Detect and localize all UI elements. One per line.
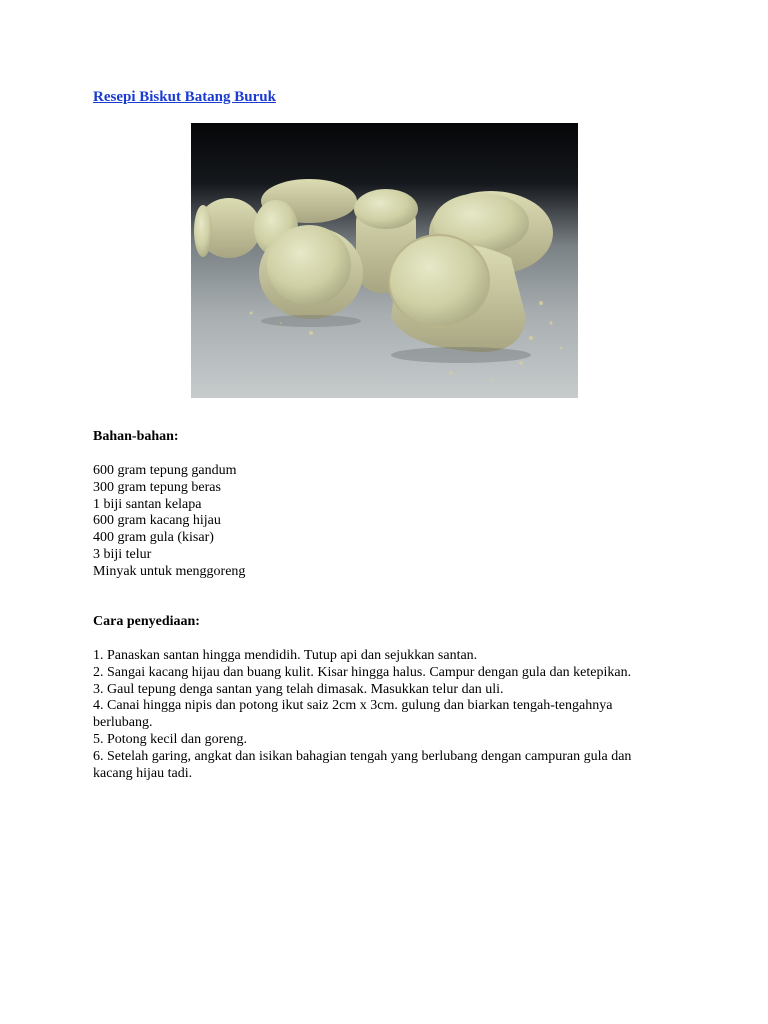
method-step: 2. Sangai kacang hijau dan buang kulit. Kisar hingga halus. Campur dengan gula dan ketepikan.	[93, 664, 632, 680]
method-step: 1. Panaskan santan hingga mendidih. Tutup api dan sejukkan santan.	[93, 648, 478, 663]
method-step: 5. Potong kecil dan goreng.	[93, 731, 247, 747]
method-heading: Cara penyediaan:	[93, 614, 200, 629]
ingredient-item: 400 gram gula (kisar)	[93, 530, 214, 546]
method-step: 4. Canai hingga nipis dan potong ikut saiz 2cm x 3cm. gulung dan biarkan tengah-tengahnya berlubang.	[93, 698, 613, 731]
ingredient-item: 1 biji santan kelapa	[93, 496, 202, 512]
recipe-title-link[interactable]: Resepi Biskut Batang Buruk	[93, 89, 276, 105]
method-step: 3. Gaul tepung denga santan yang telah dimasak. Masukkan telur dan uli.	[93, 681, 504, 697]
ingredient-item: 3 biji telur	[93, 546, 152, 562]
ingredient-item: 600 gram kacang hijau	[93, 513, 221, 529]
ingredients-list	[93, 463, 245, 581]
ingredients-heading: Bahan-bahan:	[93, 429, 179, 444]
ingredient-item: 300 gram tepung beras	[93, 479, 221, 495]
ingredient-item: 600 gram tepung gandum	[93, 463, 237, 478]
biskut-batang-buruk-photo	[191, 123, 578, 398]
method-step: 6. Setelah garing, angkat dan isikan bahagian tengah yang berlubang dengan campuran gula dan kacang hijau tadi.	[93, 748, 632, 781]
method-steps-list	[93, 648, 673, 782]
ingredient-item: Minyak untuk menggoreng	[93, 563, 246, 579]
